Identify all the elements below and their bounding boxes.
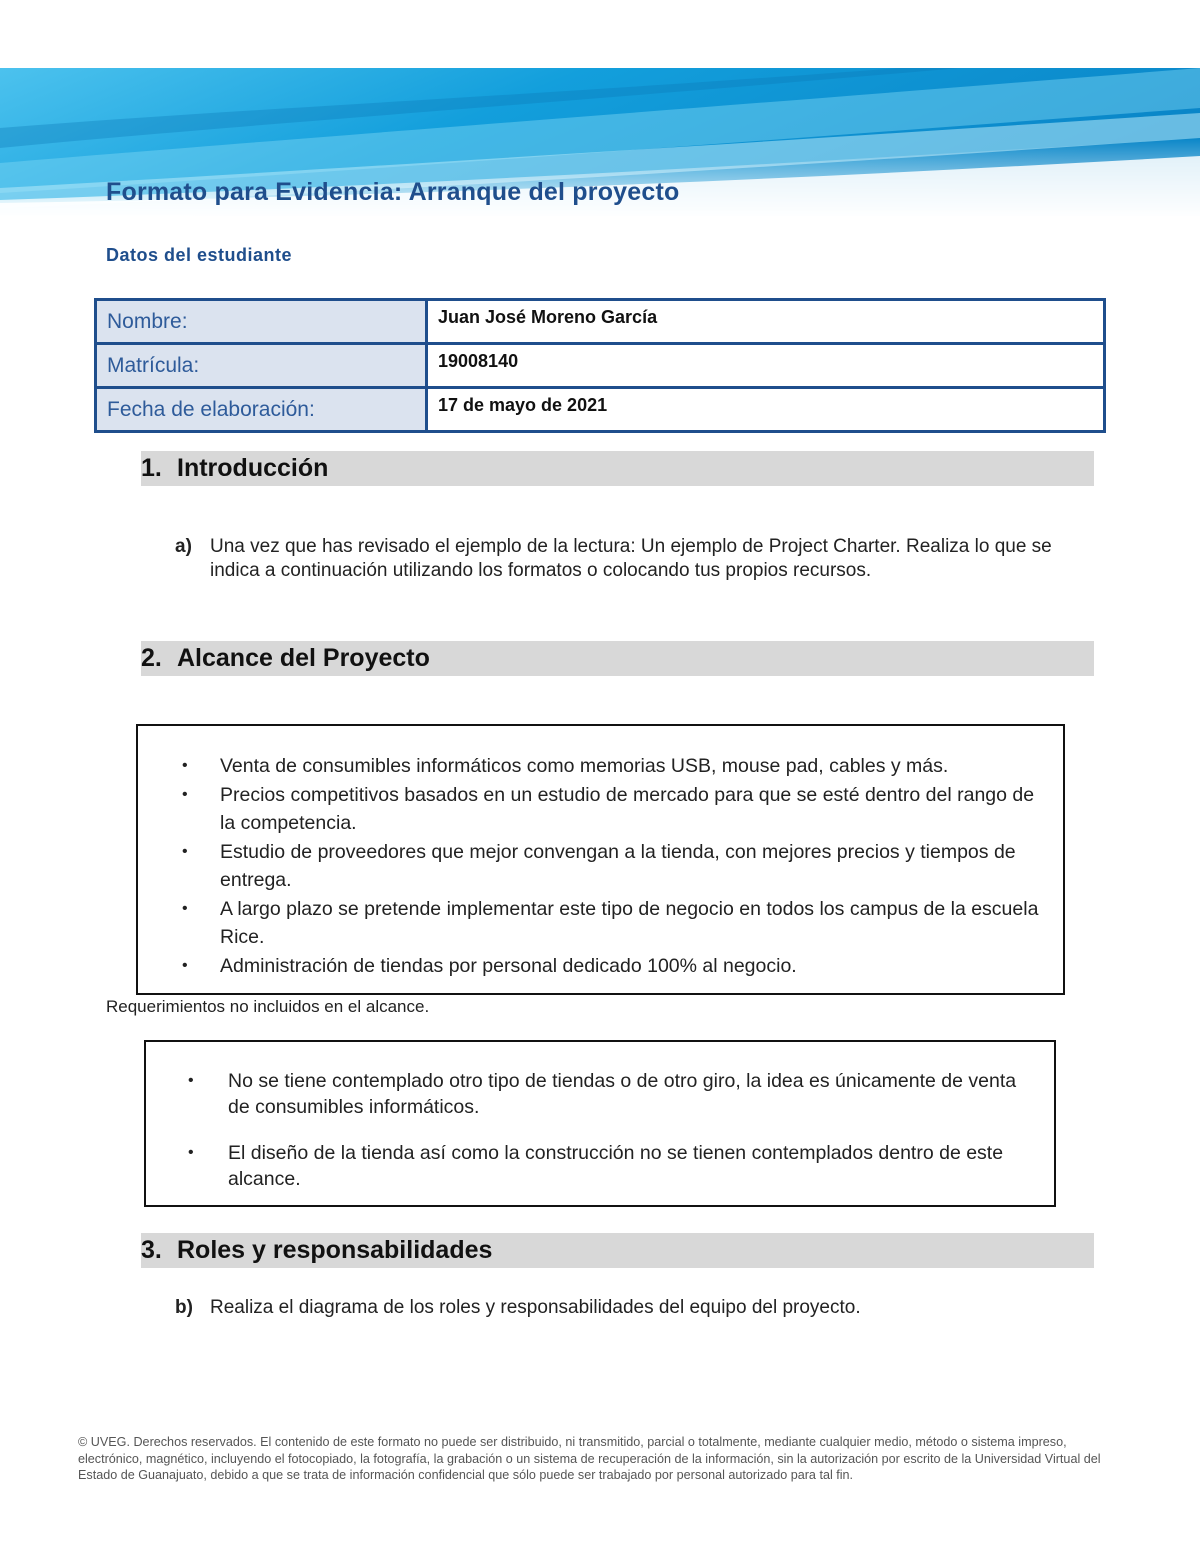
scope-item-text: Estudio de proveedores que mejor convengan a la tienda, con mejores precios y tiempos de entrega.: [220, 840, 1016, 891]
section-heading-introduction: [141, 451, 1094, 486]
list-item: [182, 752, 1043, 781]
not-included-box: [144, 1040, 1056, 1207]
scope-list: [182, 752, 1043, 980]
section-number: 2.: [141, 644, 162, 672]
table-row: [96, 344, 1105, 388]
section-number: 3.: [141, 1236, 162, 1264]
section-title: Roles y responsabilidades: [177, 1236, 493, 1264]
list-marker: a): [175, 536, 192, 557]
roles-instruction: [175, 1296, 1085, 1320]
enrollment-value: 19008140: [427, 344, 1105, 388]
not-included-label: Requerimientos no incluidos en el alcance.: [106, 997, 430, 1016]
list-item: [182, 895, 1043, 952]
scope-box: [136, 724, 1065, 995]
not-included-item-text: No se tiene contemplado otro tipo de tiendas o de otro giro, la idea es únicamente de venta de consumibles informáticos.: [228, 1070, 1017, 1118]
not-included-item-text: El diseño de la tienda así como la construcción no se tienen contemplados dentro de este alcance.: [228, 1142, 1004, 1190]
bullet-icon: •: [188, 1072, 194, 1089]
name-value: Juan José Moreno García: [427, 300, 1105, 344]
intro-instruction: [175, 535, 1085, 583]
enrollment-label: Matrícula:: [96, 344, 427, 388]
list-item: [188, 1068, 1038, 1120]
scope-item-text: Venta de consumibles informáticos como memorias USB, mouse pad, cables y más.: [220, 755, 949, 777]
section-heading-roles: [141, 1233, 1094, 1268]
scope-item-text: Precios competitivos basados en un estudio de mercado para que se esté dentro del rango de la competencia.: [220, 783, 1035, 834]
bullet-icon: •: [182, 842, 188, 860]
student-data-table: [94, 298, 1106, 433]
name-label: Nombre:: [96, 300, 427, 344]
list-marker: b): [175, 1297, 193, 1318]
list-item: [182, 838, 1043, 895]
section-title: Introducción: [177, 454, 329, 482]
scope-item-text: A largo plazo se pretende implementar este tipo de negocio en todos los campus de la escuela Rice.: [220, 897, 1039, 948]
bullet-icon: •: [188, 1144, 194, 1161]
list-item: [182, 952, 1043, 981]
student-data-heading: Datos del estudiante: [106, 245, 293, 265]
intro-text: Una vez que has revisado el ejemplo de la lectura: Un ejemplo de Project Charter. Realiza lo que se indica a continuación utilizando los formatos o colocando tus propios recursos.: [210, 536, 1052, 581]
bullet-icon: •: [182, 956, 188, 974]
scope-item-text: Administración de tiendas por personal dedicado 100% al negocio.: [220, 954, 797, 977]
roles-text: Realiza el diagrama de los roles y responsabilidades del equipo del proyecto.: [210, 1297, 861, 1318]
date-label: Fecha de elaboración:: [96, 388, 427, 432]
bullet-icon: •: [182, 899, 188, 917]
bullet-icon: •: [182, 785, 188, 803]
section-heading-scope: [141, 641, 1094, 676]
section-number: 1.: [141, 454, 162, 482]
date-value: 17 de mayo de 2021: [427, 388, 1105, 432]
list-item: [188, 1140, 1038, 1192]
table-row: [96, 300, 1105, 344]
table-row: [96, 388, 1105, 432]
copyright-footer: © UVEG. Derechos reservados. El contenido de este formato no puede ser distribuido, ni transmitido, parcial o totalmente, mediante cualquier medio, método o sistema impreso, electrónico, magnético, incluyendo el fotocopiado, la fotografía, la grabación o un sistema de recuperación de la información, sin la autorización por escrito de la Universidad Virtual del Estado de Guanajuato, debido a que se trata de información confidencial que sólo puede ser trabajado por personal autorizado para tal fin.: [78, 1435, 1101, 1482]
document-title: Formato para Evidencia: Arranque del proyecto: [106, 178, 680, 206]
not-included-list: [188, 1068, 1038, 1192]
list-item: [182, 781, 1043, 838]
section-title: Alcance del Proyecto: [177, 644, 430, 672]
bullet-icon: •: [182, 757, 188, 774]
